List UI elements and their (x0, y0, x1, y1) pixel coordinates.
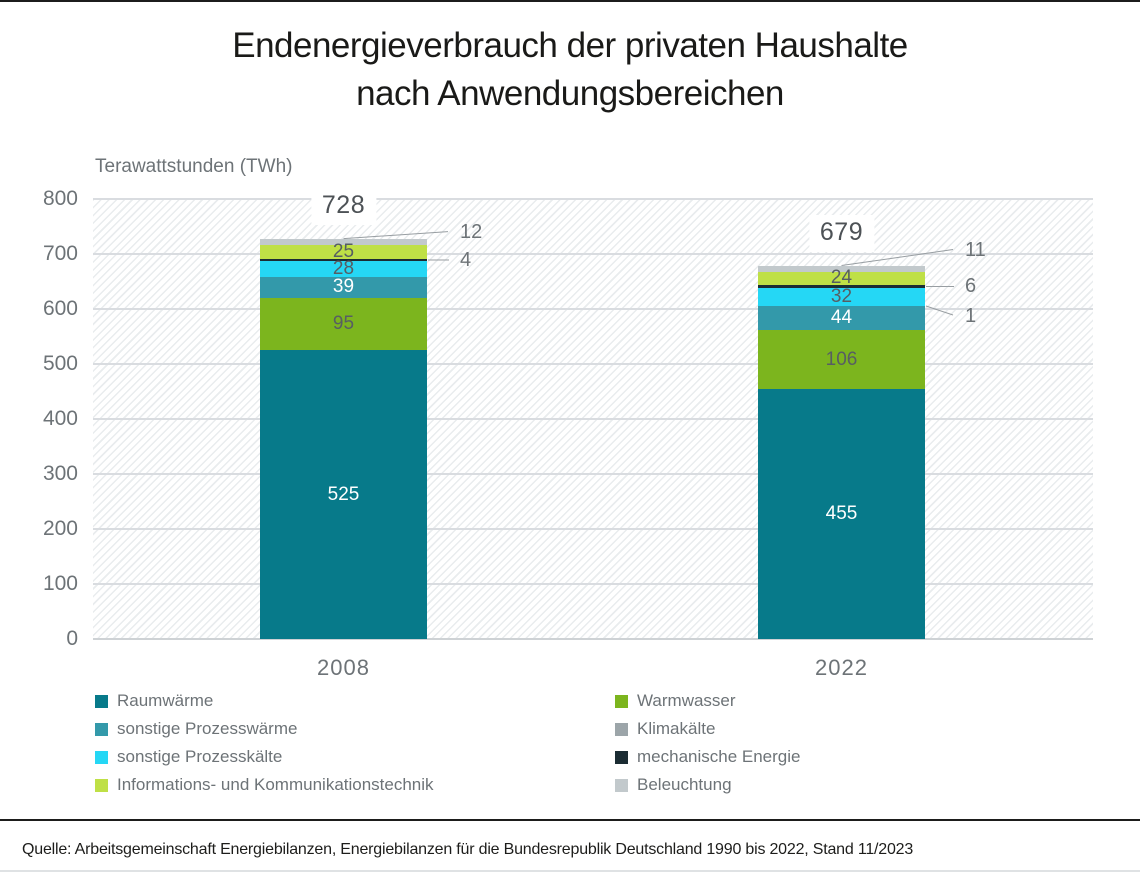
legend-item-raumw-rme (95, 690, 213, 712)
segment-value-label: 455 (825, 502, 858, 524)
legend-color-swatch (615, 751, 628, 764)
leader-line-2008-7 (344, 232, 449, 239)
legend-color-swatch (615, 695, 628, 708)
segment-value-label: 525 (327, 483, 360, 505)
callout-value-label: 4 (460, 249, 472, 272)
x-category-label-2022: 2022 (815, 655, 868, 680)
y-tick-label-800: 800 (42, 187, 78, 210)
legend-item-mechanische-energie (615, 746, 800, 768)
legend-item-klimak-lte (615, 718, 715, 740)
legend-label: Informations- und Kommunikationstechnik (117, 775, 434, 794)
y-tick-label-600: 600 (42, 297, 78, 320)
leader-line-2022-3 (926, 306, 953, 315)
legend-color-swatch (95, 723, 108, 736)
legend-color-swatch (615, 779, 628, 792)
segment-value-label: 24 (830, 267, 853, 289)
legend-label: Raumwärme (117, 691, 214, 710)
chart-title-line1: Endenergieverbrauch der privaten Haushalte (232, 26, 908, 65)
legend-label: sonstige Prozesswärme (117, 719, 298, 738)
chart-title (0, 22, 1140, 118)
segment-value-label: 25 (332, 241, 355, 263)
y-tick-label-400: 400 (42, 407, 78, 430)
legend (0, 690, 1140, 800)
legend-item-beleuchtung (615, 774, 732, 796)
top-border-line (0, 0, 1140, 2)
segment-value-label: 44 (830, 307, 853, 329)
chart-title-line2: nach Anwendungsbereichen (356, 74, 784, 113)
y-axis-unit-label: Terawattstunden (TWh) (95, 156, 293, 177)
y-tick-label-0: 0 (66, 627, 78, 650)
legend-label: Klimakälte (637, 719, 716, 738)
legend-color-swatch (95, 751, 108, 764)
leader-line-2022-7 (842, 250, 954, 266)
legend-label: Beleuchtung (637, 775, 732, 794)
y-tick-label-300: 300 (42, 462, 78, 485)
y-tick-label-500: 500 (42, 352, 78, 375)
callout-value-label: 12 (460, 220, 483, 243)
legend-color-swatch (615, 723, 628, 736)
legend-item-informations-und-kommunikationstechnik (95, 774, 434, 796)
callout-leader-lines (93, 199, 1093, 639)
segment-value-label: 106 (825, 348, 858, 370)
bar-total-label-2022: 679 (809, 215, 874, 252)
footer-divider-line (0, 819, 1140, 821)
bar-total-label-2008: 728 (311, 188, 376, 225)
y-tick-label-700: 700 (42, 242, 78, 265)
y-tick-label-100: 100 (42, 572, 78, 595)
y-tick-label-200: 200 (42, 517, 78, 540)
legend-label: sonstige Prozesskälte (117, 747, 283, 766)
legend-item-warmwasser (615, 690, 736, 712)
callout-value-label: 1 (965, 304, 977, 327)
plot-area (93, 190, 1093, 639)
x-axis-category-labels (93, 655, 1093, 681)
legend-color-swatch (95, 695, 108, 708)
x-category-label-2008: 2008 (317, 655, 370, 680)
bottom-border-line (0, 870, 1140, 872)
legend-label: Warmwasser (637, 691, 736, 710)
segment-value-label: 95 (332, 313, 355, 335)
segment-value-label: 28 (332, 257, 355, 279)
callout-value-label: 11 (965, 238, 986, 261)
legend-item-sonstige-prozessw-rme (95, 718, 297, 740)
source-note: Quelle: Arbeitsgemeinschaft Energiebilanzen, Energiebilanzen für die Bundesrepublik Deutschland 1990 bis 2022, Stand 11/2023 (22, 841, 914, 858)
callout-value-label: 6 (965, 275, 977, 298)
segment-value-label: 39 (332, 276, 355, 298)
legend-label: mechanische Energie (637, 747, 801, 766)
segment-value-label: 32 (830, 285, 853, 307)
legend-color-swatch (95, 779, 108, 792)
legend-item-sonstige-prozessk-lte (95, 746, 282, 768)
